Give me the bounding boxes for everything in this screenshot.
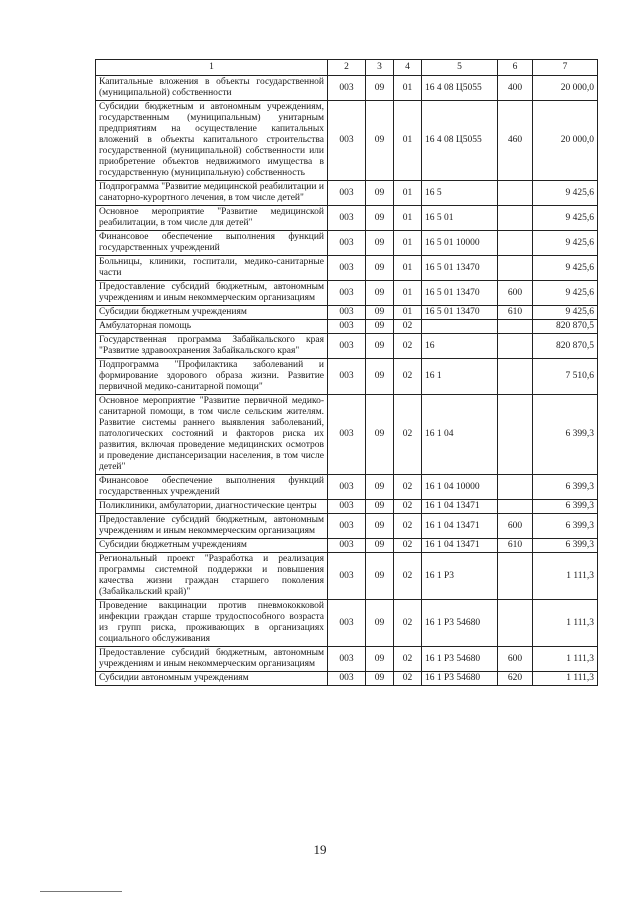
row-value-cell: 02 [394, 672, 422, 686]
row-value-cell: 16 1 P3 54680 [422, 600, 498, 647]
table-row [96, 231, 598, 256]
row-value-cell: 003 [328, 281, 366, 306]
row-value-cell: 9 425,6 [533, 206, 598, 231]
row-value-cell: 16 5 [422, 181, 498, 206]
row-name-cell: Основное мероприятие "Развитие первичной медико-санитарной помощи, в том числе сельским жителям. Развитие системы раннего выявления заболеваний, патологических состояний и факторов риска их развития, включая проведение медицинских осмотров и проведение диспансеризации населения, в том числе детей" [96, 395, 328, 475]
header-row [96, 60, 598, 76]
row-value-cell: 02 [394, 500, 422, 514]
row-value-cell [498, 231, 533, 256]
row-value-cell [422, 320, 498, 334]
row-value-cell [498, 334, 533, 359]
row-value-cell: 09 [366, 206, 394, 231]
row-value-cell [498, 600, 533, 647]
header-cell: 2 [328, 60, 366, 76]
table-row [96, 647, 598, 672]
row-value-cell: 003 [328, 101, 366, 181]
row-value-cell: 003 [328, 256, 366, 281]
row-value-cell: 02 [394, 539, 422, 553]
row-value-cell: 09 [366, 76, 394, 101]
table-row [96, 359, 598, 395]
row-value-cell [498, 320, 533, 334]
row-value-cell: 01 [394, 101, 422, 181]
row-value-cell: 003 [328, 672, 366, 686]
row-value-cell: 09 [366, 320, 394, 334]
row-value-cell: 09 [366, 334, 394, 359]
row-value-cell: 02 [394, 320, 422, 334]
row-value-cell: 02 [394, 514, 422, 539]
row-name-cell: Предоставление субсидий бюджетным, автономным учреждениям и иным некоммерческим организациям [96, 514, 328, 539]
row-value-cell: 02 [394, 359, 422, 395]
header-cell: 4 [394, 60, 422, 76]
table-row [96, 475, 598, 500]
row-value-cell: 16 5 01 [422, 206, 498, 231]
row-value-cell: 01 [394, 256, 422, 281]
row-name-cell: Основное мероприятие "Развитие медицинской реабилитации, в том числе для детей" [96, 206, 328, 231]
header-cell: 3 [366, 60, 394, 76]
table-row [96, 672, 598, 686]
row-value-cell: 01 [394, 76, 422, 101]
row-value-cell: 16 1 P3 54680 [422, 672, 498, 686]
row-name-cell: Субсидии бюджетным учреждениям [96, 306, 328, 320]
row-value-cell: 9 425,6 [533, 181, 598, 206]
row-value-cell: 620 [498, 672, 533, 686]
row-value-cell: 003 [328, 600, 366, 647]
row-name-cell: Субсидии бюджетным учреждениям [96, 539, 328, 553]
row-value-cell: 003 [328, 306, 366, 320]
budget-table [95, 59, 598, 686]
row-value-cell [498, 500, 533, 514]
row-value-cell: 6 399,3 [533, 395, 598, 475]
row-value-cell: 600 [498, 281, 533, 306]
row-value-cell: 09 [366, 553, 394, 600]
row-value-cell: 16 4 08 Ц5055 [422, 76, 498, 101]
row-value-cell: 09 [366, 600, 394, 647]
row-name-cell: Амбулаторная помощь [96, 320, 328, 334]
row-value-cell: 02 [394, 600, 422, 647]
budget-table-body [96, 60, 598, 686]
table-row [96, 206, 598, 231]
row-value-cell: 16 5 01 13470 [422, 281, 498, 306]
row-value-cell: 02 [394, 334, 422, 359]
table-row [96, 500, 598, 514]
row-value-cell: 09 [366, 101, 394, 181]
row-value-cell [498, 206, 533, 231]
row-name-cell: Государственная программа Забайкальского края "Развитие здравоохранения Забайкальского края" [96, 334, 328, 359]
row-value-cell: 02 [394, 553, 422, 600]
row-name-cell: Больницы, клиники, госпитали, медико-санитарные части [96, 256, 328, 281]
row-value-cell: 16 1 04 13471 [422, 514, 498, 539]
table-row [96, 600, 598, 647]
row-value-cell: 6 399,3 [533, 500, 598, 514]
row-value-cell: 02 [394, 395, 422, 475]
row-value-cell: 460 [498, 101, 533, 181]
row-value-cell [498, 475, 533, 500]
table-row [96, 306, 598, 320]
row-value-cell: 09 [366, 672, 394, 686]
row-name-cell: Финансовое обеспечение выполнения функций государственных учреждений [96, 475, 328, 500]
row-value-cell: 16 1 P3 [422, 553, 498, 600]
row-value-cell: 6 399,3 [533, 514, 598, 539]
row-value-cell: 003 [328, 647, 366, 672]
row-name-cell: Подпрограмма "Развитие медицинской реабилитации и санаторно-курортного лечения, в том числе детей" [96, 181, 328, 206]
row-value-cell [498, 395, 533, 475]
row-value-cell: 16 1 04 10000 [422, 475, 498, 500]
row-value-cell: 400 [498, 76, 533, 101]
row-name-cell: Поликлиники, амбулатории, диагностические центры [96, 500, 328, 514]
row-value-cell: 820 870,5 [533, 334, 598, 359]
header-cell: 6 [498, 60, 533, 76]
page-number: 19 [313, 842, 327, 857]
row-name-cell: Капитальные вложения в объекты государственной (муниципальной) собственности [96, 76, 328, 101]
row-value-cell: 610 [498, 539, 533, 553]
row-value-cell: 02 [394, 647, 422, 672]
row-value-cell: 003 [328, 76, 366, 101]
row-value-cell: 09 [366, 647, 394, 672]
table-row [96, 514, 598, 539]
row-value-cell: 1 111,3 [533, 647, 598, 672]
row-value-cell: 003 [328, 206, 366, 231]
row-value-cell: 003 [328, 359, 366, 395]
row-name-cell: Предоставление субсидий бюджетным, автономным учреждениям и иным некоммерческим организациям [96, 647, 328, 672]
row-value-cell: 610 [498, 306, 533, 320]
row-value-cell: 600 [498, 647, 533, 672]
row-value-cell: 16 5 01 13470 [422, 306, 498, 320]
row-value-cell: 003 [328, 231, 366, 256]
row-value-cell: 820 870,5 [533, 320, 598, 334]
row-value-cell: 600 [498, 514, 533, 539]
footer-rule [40, 891, 122, 892]
row-value-cell: 003 [328, 539, 366, 553]
row-value-cell: 20 000,0 [533, 76, 598, 101]
table-row [96, 281, 598, 306]
row-value-cell: 01 [394, 206, 422, 231]
table-row [96, 553, 598, 600]
row-value-cell: 16 1 04 13471 [422, 539, 498, 553]
row-name-cell: Финансовое обеспечение выполнения функций государственных учреждений [96, 231, 328, 256]
row-value-cell: 09 [366, 231, 394, 256]
row-value-cell: 9 425,6 [533, 306, 598, 320]
table-row [96, 256, 598, 281]
row-value-cell: 01 [394, 231, 422, 256]
row-value-cell: 09 [366, 281, 394, 306]
row-value-cell: 9 425,6 [533, 256, 598, 281]
row-value-cell: 09 [366, 395, 394, 475]
row-value-cell: 09 [366, 359, 394, 395]
row-value-cell: 003 [328, 475, 366, 500]
table-row [96, 181, 598, 206]
row-value-cell: 16 5 01 13470 [422, 256, 498, 281]
row-value-cell: 09 [366, 500, 394, 514]
row-name-cell: Предоставление субсидий бюджетным, автономным учреждениям и иным некоммерческим организациям [96, 281, 328, 306]
row-value-cell: 16 1 [422, 359, 498, 395]
row-value-cell [498, 181, 533, 206]
row-value-cell: 16 1 04 13471 [422, 500, 498, 514]
header-cell: 1 [96, 60, 328, 76]
header-cell: 5 [422, 60, 498, 76]
row-value-cell: 6 399,3 [533, 475, 598, 500]
row-name-cell: Субсидии автономным учреждениям [96, 672, 328, 686]
table-row [96, 334, 598, 359]
row-value-cell: 16 4 08 Ц5055 [422, 101, 498, 181]
row-value-cell: 1 111,3 [533, 672, 598, 686]
row-value-cell: 6 399,3 [533, 539, 598, 553]
row-value-cell: 09 [366, 256, 394, 281]
table-row [96, 395, 598, 475]
row-value-cell: 09 [366, 306, 394, 320]
row-value-cell: 003 [328, 500, 366, 514]
row-value-cell: 02 [394, 475, 422, 500]
header-cell: 7 [533, 60, 598, 76]
row-value-cell: 16 [422, 334, 498, 359]
row-value-cell: 09 [366, 539, 394, 553]
row-value-cell: 003 [328, 181, 366, 206]
row-value-cell: 09 [366, 514, 394, 539]
row-value-cell: 003 [328, 514, 366, 539]
row-value-cell: 01 [394, 281, 422, 306]
row-name-cell: Проведение вакцинации против пневмококковой инфекции граждан старше трудоспособного возраста из групп риска, проживающих в организациях социального обслуживания [96, 600, 328, 647]
row-name-cell: Субсидии бюджетным и автономным учреждениям, государственным (муниципальным) унитарным предприятиям на осуществление капитальных вложений в объекты капитального строительства государственной (муниципальной) собственности или приобретение объектов недвижимого имущества в государственную (муниципальную) собственность [96, 101, 328, 181]
row-value-cell: 9 425,6 [533, 231, 598, 256]
row-value-cell: 9 425,6 [533, 281, 598, 306]
table-row [96, 539, 598, 553]
row-name-cell: Региональный проект "Разработка и реализация программы системной поддержки и повышения качества жизни граждан старшего поколения (Забайкальский край)" [96, 553, 328, 600]
row-value-cell: 16 1 P3 54680 [422, 647, 498, 672]
row-value-cell: 20 000,0 [533, 101, 598, 181]
row-value-cell: 003 [328, 553, 366, 600]
row-value-cell: 16 5 01 10000 [422, 231, 498, 256]
row-value-cell [498, 256, 533, 281]
row-value-cell: 1 111,3 [533, 600, 598, 647]
row-value-cell: 7 510,6 [533, 359, 598, 395]
table-row [96, 101, 598, 181]
row-value-cell [498, 553, 533, 600]
row-value-cell: 16 1 04 [422, 395, 498, 475]
table-row [96, 320, 598, 334]
table-row [96, 76, 598, 101]
row-value-cell: 003 [328, 334, 366, 359]
row-value-cell [498, 359, 533, 395]
row-value-cell: 09 [366, 475, 394, 500]
row-value-cell: 003 [328, 395, 366, 475]
row-value-cell: 09 [366, 181, 394, 206]
row-value-cell: 003 [328, 320, 366, 334]
row-value-cell: 1 111,3 [533, 553, 598, 600]
row-value-cell: 01 [394, 306, 422, 320]
row-name-cell: Подпрограмма "Профилактика заболеваний и формирование здорового образа жизни. Развитие первичной медико-санитарной помощи" [96, 359, 328, 395]
row-value-cell: 01 [394, 181, 422, 206]
